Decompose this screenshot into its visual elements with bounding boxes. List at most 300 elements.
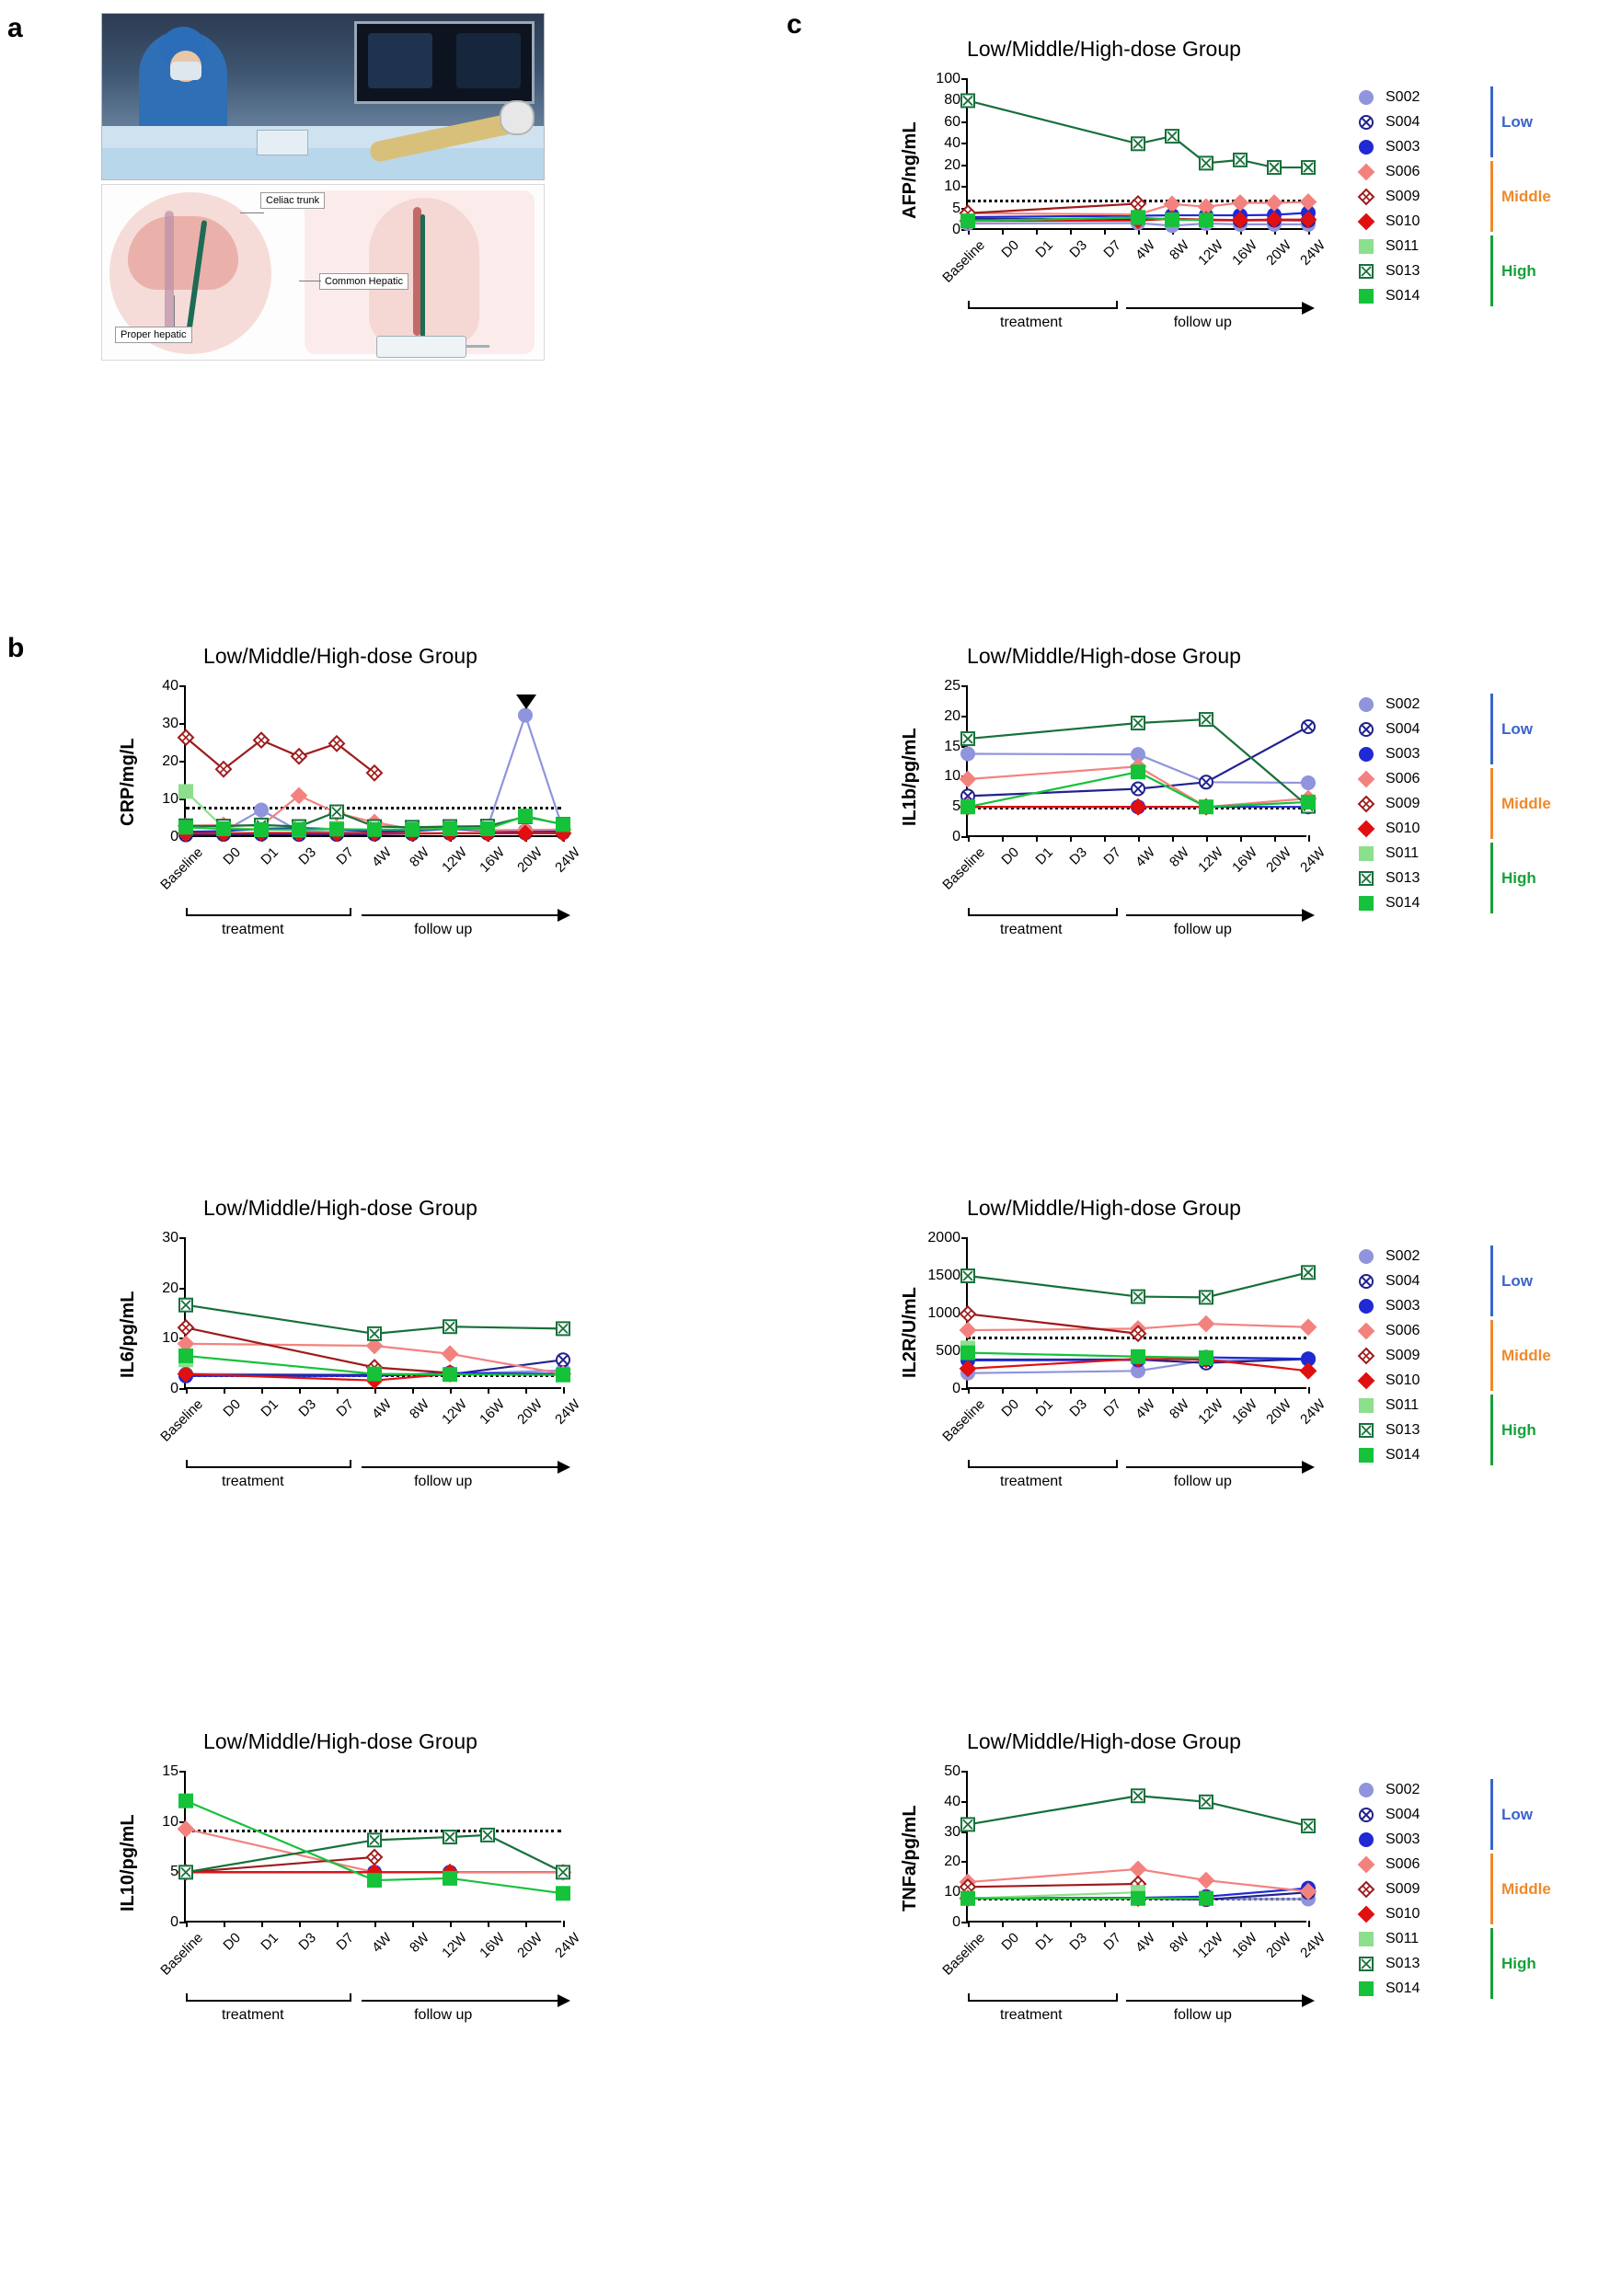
group-bar-low: [1490, 694, 1493, 764]
chart-legend: [1352, 692, 1420, 915]
x-tick-label: 16W: [1229, 1930, 1261, 1961]
legend-marker-icon: [1352, 1371, 1380, 1391]
data-point-S014: [368, 1874, 381, 1887]
legend-marker-icon: [1352, 162, 1380, 182]
x-tick-label: D0: [998, 1396, 1023, 1420]
chart-title: Low/Middle/High-dose Group: [203, 1196, 477, 1220]
legend-item-S013[interactable]: [1352, 866, 1420, 890]
group-label-middle: Middle: [1501, 187, 1551, 205]
data-point-S004: [1302, 720, 1315, 733]
y-tick-label: 10: [944, 178, 960, 195]
legend-item-S009[interactable]: [1352, 791, 1420, 816]
data-point-S013: [443, 1831, 456, 1843]
group-label-low: Low: [1501, 1271, 1533, 1290]
legend-item-S004[interactable]: [1352, 1269, 1420, 1293]
x-tick-label: D7: [1100, 1396, 1125, 1420]
data-point-S013: [557, 1866, 569, 1878]
legend-marker-icon: [1352, 1246, 1380, 1267]
legend-marker-icon: [1352, 1904, 1380, 1924]
group-bar-middle: [1490, 161, 1493, 232]
legend-label: S004: [1386, 1272, 1420, 1289]
y-tick-label: 1500: [927, 1268, 960, 1283]
y-tick-mark: [961, 836, 968, 838]
y-tick-label: 40: [162, 678, 178, 694]
treatment-phase-label: treatment: [1000, 1474, 1063, 1489]
legend-marker-icon: [1352, 844, 1380, 864]
data-point-S013: [481, 1829, 494, 1842]
y-tick-label: 5: [952, 798, 960, 815]
y-tick-mark: [179, 1771, 186, 1773]
y-tick-label: 10: [162, 1813, 178, 1830]
treatment-phase-label: treatment: [1000, 2007, 1063, 2023]
x-tick-label: D1: [1032, 1396, 1057, 1420]
legend-marker-icon: [1352, 286, 1380, 306]
legend-item-S002[interactable]: [1352, 85, 1420, 109]
x-tick-label: D0: [998, 1930, 1023, 1954]
y-tick-mark: [179, 1922, 186, 1923]
x-tick-label: 24W: [1297, 1930, 1329, 1961]
x-tick-label: 16W: [1229, 844, 1261, 876]
x-tick-label: D3: [1066, 1396, 1091, 1420]
y-tick-label: 20: [944, 707, 960, 724]
data-point-S011: [179, 785, 192, 798]
legend-marker-icon: [1352, 719, 1380, 740]
x-tick-label: 8W: [1167, 1930, 1193, 1956]
data-point-S013: [179, 1866, 192, 1878]
data-point-S013: [330, 806, 343, 819]
legend-item-S006[interactable]: [1352, 159, 1420, 184]
series-layer: [186, 686, 563, 837]
y-tick-label: 20: [162, 1280, 178, 1296]
legend-item-S010[interactable]: [1352, 816, 1420, 841]
legend-item-S013[interactable]: [1352, 1418, 1420, 1442]
y-tick-label: 30: [162, 1230, 178, 1246]
series-line-S013: [968, 100, 1308, 167]
legend-item-S004[interactable]: [1352, 1802, 1420, 1827]
x-tick-label: 24W: [1297, 1396, 1329, 1428]
treatment-phase-label: treatment: [1000, 315, 1063, 330]
legend-marker-icon: [1352, 1954, 1380, 1974]
x-tick-label: D0: [220, 844, 245, 868]
legend-marker-icon: [1352, 1346, 1380, 1366]
followup-phase-label: follow up: [1173, 922, 1232, 937]
legend-item-S003[interactable]: [1352, 741, 1420, 766]
legend-label: S003: [1386, 1831, 1420, 1847]
y-tick-mark: [961, 186, 968, 188]
data-point-S014: [179, 1795, 192, 1808]
legend-marker-icon: [1352, 112, 1380, 132]
y-tick-label: 15: [944, 738, 960, 754]
data-point-S013: [1302, 1266, 1315, 1279]
legend-marker-icon: [1352, 794, 1380, 814]
chart-title: Low/Middle/High-dose Group: [967, 1196, 1241, 1220]
legend-label: S002: [1386, 1781, 1420, 1797]
data-point-S014: [1166, 213, 1179, 226]
treatment-phase-bar: [968, 914, 1118, 916]
y-tick-label: 20: [944, 156, 960, 173]
legend-label: S011: [1386, 1930, 1420, 1946]
legend-marker-icon: [1352, 1296, 1380, 1316]
data-point-S013: [1268, 161, 1281, 174]
legend-item-S002[interactable]: [1352, 692, 1420, 717]
group-bar-low: [1490, 1246, 1493, 1316]
legend-item-S002[interactable]: [1352, 1244, 1420, 1269]
group-label-low: Low: [1501, 719, 1533, 738]
data-point-S013: [1200, 713, 1213, 726]
series-layer: [968, 1238, 1308, 1389]
data-point-S014: [1132, 1892, 1144, 1905]
x-tick-label: 20W: [514, 1930, 546, 1961]
x-tick-label: 4W: [1133, 237, 1159, 263]
legend-label: S002: [1386, 695, 1420, 712]
legend-item-S011[interactable]: [1352, 234, 1420, 258]
x-tick-label: 24W: [552, 844, 584, 876]
data-point-S014: [1132, 211, 1144, 224]
legend-label: S014: [1386, 1980, 1420, 1996]
treatment-phase-bar: [968, 2000, 1118, 2002]
data-point-S014: [179, 1349, 192, 1362]
legend-item-S013[interactable]: [1352, 1951, 1420, 1976]
followup-phase-label: follow up: [414, 2007, 473, 2023]
legend-item-S010[interactable]: [1352, 1368, 1420, 1393]
x-tick-label: D3: [1066, 844, 1091, 868]
y-tick-label: 0: [170, 1381, 178, 1396]
group-label-high: High: [1501, 1954, 1536, 1972]
treatment-phase-bar: [186, 2000, 351, 2002]
legend-item-S006[interactable]: [1352, 1852, 1420, 1877]
legend-item-S011[interactable]: [1352, 1393, 1420, 1418]
data-point-S013: [1200, 1796, 1213, 1808]
x-tick-label: D3: [295, 1396, 320, 1420]
x-tick-label: 12W: [439, 1396, 471, 1428]
x-tick-label: 16W: [1229, 237, 1261, 269]
legend-marker-icon: [1352, 212, 1380, 232]
group-bar-low: [1490, 86, 1493, 157]
y-tick-label: 30: [162, 716, 178, 731]
legend-label: S010: [1386, 820, 1420, 836]
treatment-phase-bar: [968, 1466, 1118, 1468]
y-tick-mark: [961, 685, 968, 687]
y-tick-mark: [961, 1801, 968, 1803]
legend-marker-icon: [1352, 1979, 1380, 1999]
legend-item-S010[interactable]: [1352, 209, 1420, 234]
data-point-S013: [1132, 1291, 1144, 1303]
y-tick-mark: [179, 685, 186, 687]
legend-marker-icon: [1352, 1420, 1380, 1441]
data-point-S014: [519, 809, 532, 822]
data-point-S014: [1132, 765, 1144, 778]
legend-label: S014: [1386, 1446, 1420, 1463]
y-tick-mark: [961, 1922, 968, 1923]
x-tick-label: D1: [258, 1396, 282, 1420]
chart-legend: [1352, 85, 1420, 308]
legend-marker-icon: [1352, 1830, 1380, 1850]
x-tick-label: D7: [1100, 237, 1125, 261]
data-point-S014: [1200, 213, 1213, 226]
legend-label: S013: [1386, 1421, 1420, 1438]
y-tick-mark: [961, 1771, 968, 1773]
treatment-phase-bar: [186, 914, 351, 916]
group-bar-high: [1490, 843, 1493, 913]
y-tick-mark: [961, 78, 968, 80]
legend-marker-icon: [1352, 744, 1380, 764]
y-tick-mark: [961, 121, 968, 123]
x-tick-label: 8W: [407, 1930, 433, 1956]
y-tick-mark: [961, 716, 968, 718]
data-point-S013: [1200, 156, 1213, 169]
y-tick-mark: [961, 165, 968, 166]
legend-item-S014[interactable]: [1352, 283, 1420, 308]
legend-item-S014[interactable]: [1352, 1976, 1420, 2001]
syringe-icon: [376, 336, 466, 358]
legend-item-S011[interactable]: [1352, 1926, 1420, 1951]
y-tick-mark: [961, 1237, 968, 1239]
legend-label: S011: [1386, 237, 1420, 254]
x-tick-label: D0: [998, 237, 1023, 261]
data-point-S006: [1165, 197, 1179, 212]
data-point-S013: [557, 1322, 569, 1335]
followup-phase-label: follow up: [1173, 2007, 1232, 2023]
data-point-S010: [1301, 1363, 1316, 1378]
legend-label: S002: [1386, 88, 1420, 105]
legend-marker-icon: [1352, 769, 1380, 789]
group-bar-low: [1490, 1779, 1493, 1850]
group-label-middle: Middle: [1501, 794, 1551, 812]
x-tick-label: 12W: [1195, 1396, 1227, 1428]
legend-label: S006: [1386, 1322, 1420, 1338]
legend-marker-icon: [1352, 137, 1380, 157]
x-tick-label: 24W: [552, 1396, 584, 1428]
y-tick-label: 0: [952, 222, 960, 237]
plot-area: [939, 678, 1329, 893]
group-label-high: High: [1501, 868, 1536, 887]
data-point-S013: [961, 732, 974, 745]
legend-label: S003: [1386, 138, 1420, 155]
x-tick-label: Baseline: [939, 844, 989, 893]
x-tick-label: 16W: [477, 1396, 509, 1428]
x-tick-label: D7: [333, 1396, 358, 1420]
x-tick-label: 12W: [1195, 237, 1227, 269]
series-line-S009: [968, 1884, 1138, 1887]
data-point-S013: [1234, 154, 1247, 166]
x-tick-label: 8W: [407, 844, 433, 870]
x-tick-label: 4W: [369, 844, 396, 870]
chart-legend: [1352, 1244, 1420, 1467]
legend-item-S004[interactable]: [1352, 109, 1420, 134]
data-point-S014: [406, 823, 419, 836]
x-tick-label: 4W: [369, 1396, 396, 1422]
followup-phase-arrow: [362, 1466, 569, 1468]
legend-item-S014[interactable]: [1352, 1442, 1420, 1467]
y-tick-mark: [179, 1288, 186, 1290]
x-tick-label: 8W: [1167, 237, 1193, 263]
x-tick-label: 20W: [1263, 1930, 1295, 1961]
x-tick-label: D0: [220, 1396, 245, 1420]
x-tick-label: 20W: [1263, 1396, 1295, 1428]
x-tick-mark: [563, 1387, 565, 1394]
y-tick-label: 0: [170, 1914, 178, 1930]
data-point-S014: [443, 1872, 456, 1885]
group-bar-high: [1490, 235, 1493, 306]
data-point-S004: [1200, 775, 1213, 788]
data-point-S014: [179, 821, 192, 833]
data-point-S013: [443, 1320, 456, 1333]
y-tick-label: 10: [944, 1884, 960, 1900]
legend-item-S004[interactable]: [1352, 717, 1420, 741]
panel-letter-a: a: [7, 13, 23, 43]
group-label-middle: Middle: [1501, 1346, 1551, 1364]
legend-item-S009[interactable]: [1352, 1343, 1420, 1368]
legend-item-S010[interactable]: [1352, 1901, 1420, 1926]
data-point-S006: [443, 1347, 457, 1361]
treatment-phase-label: treatment: [222, 1474, 284, 1489]
legend-item-S014[interactable]: [1352, 890, 1420, 915]
legend-label: S014: [1386, 287, 1420, 304]
legend-item-S003[interactable]: [1352, 1293, 1420, 1318]
x-tick-label: 24W: [1297, 237, 1329, 269]
data-point-S014: [1200, 800, 1213, 813]
plot-area: [936, 71, 1329, 286]
series-layer: [186, 1238, 563, 1389]
treatment-phase-bar: [186, 1466, 351, 1468]
series-line-S009: [186, 1857, 374, 1872]
plot-area: [939, 1763, 1329, 1979]
followup-phase-label: follow up: [1173, 1474, 1232, 1489]
y-axis-label: IL6/pg/mL: [118, 1291, 138, 1378]
treatment-phase-label: treatment: [222, 2007, 284, 2023]
x-tick-label: D7: [1100, 1930, 1125, 1954]
y-tick-label: 80: [944, 92, 960, 109]
data-point-S013: [961, 1818, 974, 1831]
x-tick-label: 8W: [1167, 844, 1193, 870]
chart-title: Low/Middle/High-dose Group: [967, 644, 1241, 668]
data-point-S014: [1200, 1892, 1213, 1905]
data-point-S004: [557, 1353, 569, 1366]
legend-item-S006[interactable]: [1352, 1318, 1420, 1343]
panel-letter-c: c: [787, 9, 802, 40]
data-point-S014: [961, 1347, 974, 1360]
y-tick-label: 40: [944, 135, 960, 152]
group-label-high: High: [1501, 1420, 1536, 1439]
data-point-S013: [368, 1833, 381, 1846]
group-bar-middle: [1490, 768, 1493, 839]
series-layer: [968, 686, 1308, 837]
group-bar-high: [1490, 1928, 1493, 1999]
data-point-S014: [255, 823, 268, 836]
chart-title: Low/Middle/High-dose Group: [967, 1729, 1241, 1753]
group-label-middle: Middle: [1501, 1879, 1551, 1898]
x-tick-label: D0: [220, 1930, 245, 1954]
legend-item-S009[interactable]: [1352, 184, 1420, 209]
legend-label: S002: [1386, 1247, 1420, 1264]
data-point-S013: [1132, 137, 1144, 150]
legend-marker-icon: [1352, 695, 1380, 715]
data-point-S006: [960, 1323, 975, 1337]
legend-item-S013[interactable]: [1352, 258, 1420, 283]
data-point-S009: [367, 1850, 382, 1865]
y-tick-mark: [179, 1388, 186, 1390]
legend-marker-icon: [1352, 1445, 1380, 1465]
y-axis-label: CRP/mg/L: [118, 738, 138, 826]
instrument-tray: [257, 130, 308, 155]
x-tick-label: Baseline: [157, 1396, 207, 1445]
legend-marker-icon: [1352, 868, 1380, 889]
data-point-S014: [961, 214, 974, 227]
legend-label: S009: [1386, 188, 1420, 204]
y-tick-mark: [961, 143, 968, 144]
data-point-S014: [1132, 1350, 1144, 1363]
x-tick-label: D3: [295, 844, 320, 868]
y-tick-mark: [179, 723, 186, 725]
data-point-S002: [255, 803, 268, 816]
legend-item-S003[interactable]: [1352, 1827, 1420, 1852]
data-point-S014: [557, 1369, 569, 1382]
data-point-S006: [1199, 1316, 1213, 1331]
x-tick-label: D7: [333, 1930, 358, 1954]
data-point-S014: [368, 823, 381, 836]
legend-label: S006: [1386, 770, 1420, 786]
data-point-S014: [557, 1887, 569, 1900]
x-tick-label: 12W: [1195, 844, 1227, 876]
x-tick-label: D3: [295, 1930, 320, 1954]
x-tick-label: 4W: [369, 1930, 396, 1956]
legend-label: S006: [1386, 163, 1420, 179]
legend-item-S006[interactable]: [1352, 766, 1420, 791]
x-tick-label: 20W: [514, 844, 546, 876]
legend-label: S003: [1386, 1297, 1420, 1314]
x-tick-label: Baseline: [939, 237, 989, 286]
x-tick-label: 16W: [477, 844, 509, 876]
legend-marker-icon: [1352, 1879, 1380, 1900]
x-tick-label: 20W: [514, 1396, 546, 1428]
y-axis-label: IL2R/U/mL: [900, 1287, 920, 1378]
legend-item-S002[interactable]: [1352, 1777, 1420, 1802]
series-layer: [968, 79, 1308, 230]
legend-marker-icon: [1352, 1395, 1380, 1416]
x-tick-label: D1: [1032, 237, 1057, 261]
y-tick-label: 0: [952, 1914, 960, 1930]
x-tick-label: 12W: [439, 1930, 471, 1961]
followup-phase-arrow: [1126, 307, 1314, 309]
legend-label: S003: [1386, 745, 1420, 762]
data-point-S013: [1302, 1820, 1315, 1832]
y-tick-label: 5: [170, 1864, 178, 1880]
followup-phase-arrow: [362, 914, 569, 916]
legend-item-S011[interactable]: [1352, 841, 1420, 866]
x-tick-label: 12W: [1195, 1930, 1227, 1961]
y-tick-mark: [179, 761, 186, 763]
followup-phase-arrow: [1126, 2000, 1314, 2002]
y-tick-label: 10: [162, 1330, 178, 1347]
legend-label: S014: [1386, 894, 1420, 911]
y-tick-label: 20: [162, 753, 178, 769]
label-proper-hepatic: Proper hepatic: [115, 327, 192, 343]
data-point-S006: [1267, 195, 1282, 210]
group-label-low: Low: [1501, 112, 1533, 131]
legend-item-S003[interactable]: [1352, 134, 1420, 159]
y-tick-label: 0: [952, 829, 960, 844]
y-tick-mark: [961, 1388, 968, 1390]
legend-marker-icon: [1352, 1805, 1380, 1825]
followup-phase-arrow: [1126, 1466, 1314, 1468]
legend-item-S009[interactable]: [1352, 1877, 1420, 1901]
x-tick-label: 16W: [477, 1930, 509, 1961]
x-tick-label: D0: [998, 844, 1023, 868]
y-tick-label: 10: [162, 791, 178, 807]
data-point-S013: [179, 1299, 192, 1312]
group-bar-middle: [1490, 1320, 1493, 1391]
y-tick-label: 20: [944, 1854, 960, 1870]
